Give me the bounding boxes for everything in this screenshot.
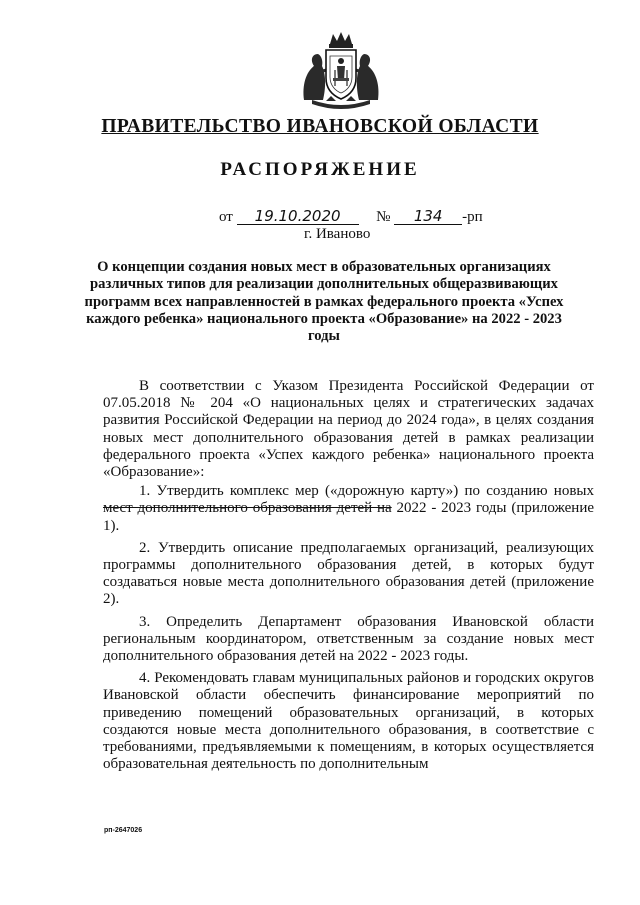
- item-1-text-a: 1. Утвердить комплекс мер («дорожную карту») по созданию новых: [139, 483, 594, 500]
- order-meta-line: [219, 208, 483, 226]
- document-type-title: РАСПОРЯЖЕНИЕ: [220, 159, 420, 180]
- item-2-paragraph: 2. Утвердить описание предполагаемых организаций, реализующих программы дополнительного образования детей, в которых будут создаваться новые места дополнительного образования детей (приложение 2).: [103, 539, 594, 608]
- item-4-paragraph: 4. Рекомендовать главам муниципальных районов и городских округов Ивановской области обеспечить финансирование мероприятий по приведению помещений образовательных организаций, в которых создаются новые места дополнительного образования, в соответствие с требованиями, предъявляемыми к помещениям, в которых осуществляется образовательная деятельность по дополнительным: [103, 670, 594, 773]
- number-suffix: -рп: [462, 209, 483, 225]
- number-sign: №: [376, 209, 391, 225]
- order-date-handwritten: 19.10.2020: [237, 208, 359, 225]
- preamble-paragraph: В соответствии с Указом Президента Российской Федерации от 07.05.2018 № 204 «О национальных целях и стратегических задачах развития Российской Федерации на период до 2024 года», в целях создания новых мест дополнительного образования детей в рамках реализации федерального проекта «Успех каждого ребенка» национального проекта «Образование»:: [103, 378, 594, 481]
- item-1-paragraph: [103, 483, 594, 535]
- coat-of-arms-icon: [296, 30, 386, 114]
- order-number-handwritten: 134: [394, 208, 462, 225]
- item-1-text-b: 2022 - 2023 годы (приложение 1).: [103, 500, 595, 534]
- document-body: [103, 378, 594, 778]
- document-subject: О концепции создания новых мест в образовательных организациях различных типов для реализации дополнительных общеразвивающих программ всех направленностей в рамках федерального проекта «Успех каждого ребенка» национального проекта «Образование» на 2022 - 2023 годы: [84, 259, 564, 345]
- item-1-struck-text: мест дополнительного образования детей на: [103, 500, 392, 517]
- item-3-paragraph: 3. Определить Департамент образования Ивановской области региональным координатором, ответственным за создание новых мест дополнительного образования детей на 2022 - 2023 годы.: [103, 613, 594, 665]
- government-title: ПРАВИТЕЛЬСТВО ИВАНОВСКОЙ ОБЛАСТИ: [101, 116, 539, 137]
- date-prefix: от: [219, 209, 233, 225]
- document-code: рп-2647026: [104, 827, 143, 834]
- city-line: г. Иваново: [304, 226, 371, 242]
